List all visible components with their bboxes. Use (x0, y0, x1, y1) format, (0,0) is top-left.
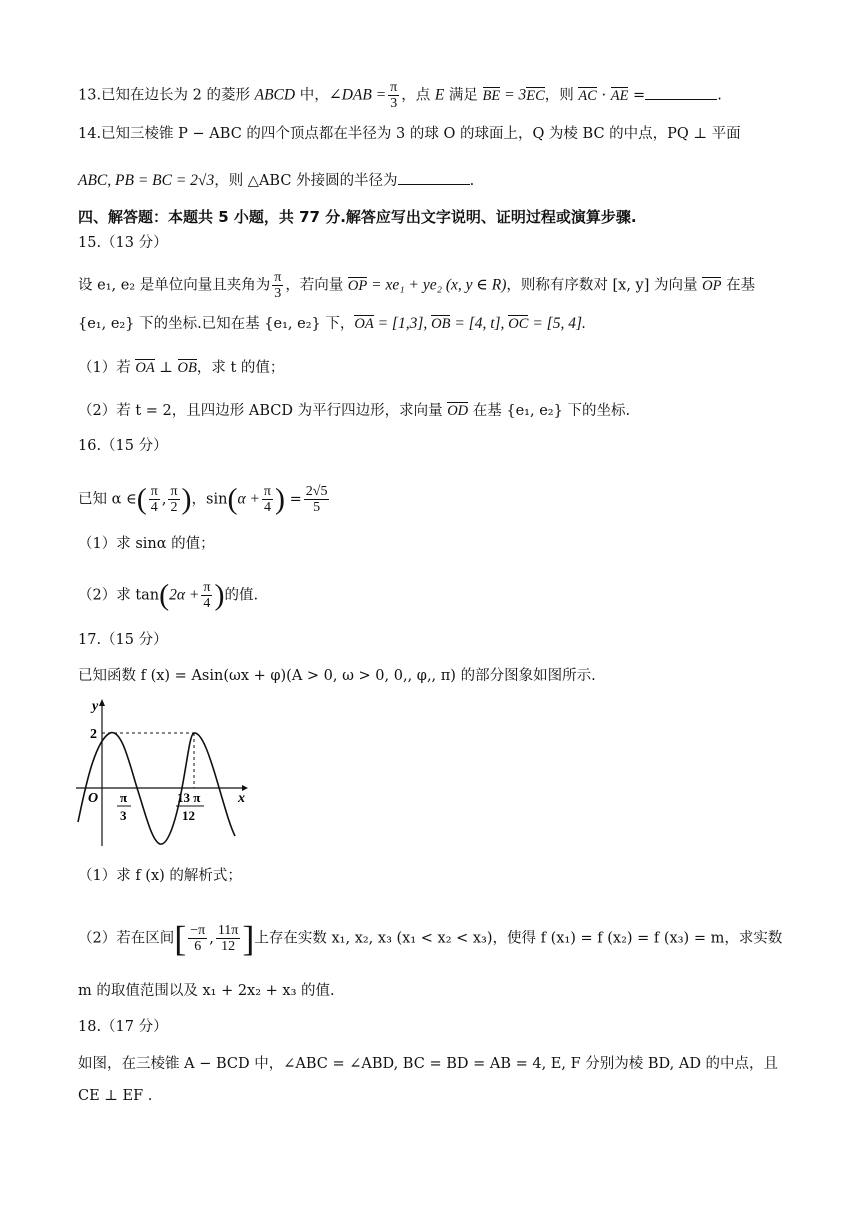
q13-text: 13.已知在边长为 2 的菱形 (78, 87, 255, 104)
q13-text-2: 中， (295, 87, 329, 104)
question-15-part-2 (78, 401, 630, 421)
question-16-given (78, 484, 331, 515)
q15-p1-ask: ，求 t 的值； (196, 360, 285, 376)
question-17-head: 17.（15 分） (78, 632, 168, 648)
q15-vector-oa: OA (354, 316, 374, 332)
q13-vector-ac: AC (578, 87, 597, 104)
q16-p2-text: （2）求 tan (78, 587, 160, 604)
section-4-title: 四、解答题：本题共 5 小题，共 77 分.解答应写出文字说明、证明过程或演算步骤. (78, 208, 637, 226)
q16-p2-inner: 2α + (169, 586, 200, 604)
q15-p1-text: （1）若 (78, 360, 136, 376)
q16-f5-num: π (203, 580, 211, 595)
q13-vector-ae: AE (610, 87, 629, 104)
q13-vector-ec: EC (526, 87, 545, 104)
q15-vector-oc: OC (508, 316, 529, 332)
question-15-head: 15.（13 分） (78, 235, 168, 251)
q16-frac-2 (168, 484, 179, 515)
question-17-part-2-cont: m 的取值范围以及 x₁ + 2x₂ + x₃ 的值. (78, 983, 335, 999)
q14-condition: ABC, PB = BC = 2√3 (78, 172, 215, 189)
q13-eqsign: = (628, 87, 646, 104)
q16-alpha-plus: α + (237, 490, 260, 508)
q16-frac-1 (149, 484, 160, 515)
y-axis-arrow (99, 699, 105, 706)
q15-text-2: ，若向量 (285, 277, 348, 294)
question-15-part-1 (78, 358, 284, 378)
question-17-part-2: （2）若在区间[ $\frac{-\pi}{6}$ , $\frac{11\pi}{12}$ ]上存在实数 x₁, x₂, x₃ (x₁ < x₂ < x₃)，使得 f (x₁) = f (x₂) = f (x₃) = m，求实数 (78, 918, 783, 959)
q13-text-4: 满足 (444, 87, 483, 104)
q13-vector-be: BE (482, 87, 501, 104)
q13-frac-num: π (390, 80, 398, 95)
question-17-part-1: （1）求 f (x) 的解析式； (78, 868, 242, 884)
q13-eq3: = 3 (500, 86, 527, 104)
q16-f2-num: π (170, 484, 178, 499)
q17-p2-text: （2）若在区间 (78, 930, 175, 947)
y-axis-label: y (92, 699, 99, 714)
q16-p2-paren-r: ) (214, 578, 225, 612)
q15-text-3: ，则称有序数对 [x, y] 为向量 (506, 277, 703, 294)
q15-text-1: 设 e₁, e₂ 是单位向量且夹角为 (78, 277, 271, 294)
q16-f5-den: 4 (203, 596, 211, 611)
q16-paren-2r: ) (275, 482, 285, 516)
q16-f4-den: 5 (313, 500, 321, 515)
q17-i2-num: 11π (217, 923, 239, 938)
q13-frac-den: 3 (390, 96, 398, 111)
q15-fraction (272, 270, 283, 301)
question-18-line-1: 如图，在三棱锥 A − BCD 中，∠ABC = ∠ABD, BC = BD = AB = 4, E, F 分别为棱 BD, AD 的中点，且 (78, 1056, 779, 1072)
q13-point-e: E (434, 86, 445, 104)
question-17-given: 已知函数 f (x) = Asin(ωx + φ)(A > 0, ω > 0, 0,, φ,, π) 的部分图象如图所示. (78, 668, 596, 684)
q15-basis-text: {e₁, e₂} 下的坐标.已知在基 {e₁, e₂} 下， (78, 316, 355, 332)
x-axis-label: x (238, 791, 245, 806)
x-tick-1-num: π (120, 790, 128, 805)
q14-end: . (469, 173, 475, 189)
q16-paren-2l: ( (227, 482, 238, 516)
q16-frac-5 (201, 580, 212, 611)
q17-interval-left (188, 923, 207, 954)
q16-p2-end: 的值. (224, 587, 259, 604)
q15-vector-ob: OB (431, 316, 451, 332)
q16-given-a: 已知 α ∈ (78, 491, 137, 508)
x-tick-2-den: 12 (182, 808, 195, 823)
q14-answer-blank[interactable] (398, 170, 470, 185)
q13-fraction (388, 80, 399, 111)
q13-answer-blank[interactable] (645, 85, 717, 100)
q17-i1-num: −π (190, 923, 206, 938)
q15-oc-value: = [5, 4]. (528, 315, 586, 332)
question-15-line-1 (78, 270, 755, 301)
q16-given-b: ，sin (191, 491, 228, 508)
q16-f1-num: π (150, 484, 158, 499)
q13-text-5: ，则 (544, 87, 579, 104)
q15-p2-vector-od: OD (447, 403, 469, 419)
q16-f3-den: 4 (263, 500, 271, 515)
origin-label: O (88, 791, 99, 806)
q15-text-4: 在基 (721, 277, 756, 294)
question-16-head: 16.（15 分） (78, 438, 168, 454)
question-13 (78, 80, 722, 111)
question-14-line-2 (78, 170, 474, 191)
q17-p2-condition: 上存在实数 x₁, x₂, x₃ (x₁ < x₂ < x₃)，使得 f (x₁) = f (x₂) = f (x₃) = m，求实数 (254, 930, 783, 947)
q15-p1-vector-oa: OA (135, 360, 155, 376)
q13-abcd: ABCD (254, 86, 296, 104)
q15-oa-value: = [1,3], (373, 315, 432, 332)
q15-vector-op: OP (347, 277, 368, 294)
q15-frac-num: π (274, 270, 282, 285)
q13-end: . (717, 87, 722, 104)
question-18-line-2: CE ⊥ EF . (78, 1088, 153, 1104)
q15-frac-den: 3 (274, 286, 282, 301)
q15-vector-op-2: OP (702, 277, 722, 294)
q15-ob-value: = [4, t], (450, 315, 509, 332)
q15-p2-ask: 在基 {e₁, e₂} 下的坐标. (468, 403, 631, 419)
q16-frac-4 (304, 484, 330, 515)
q16-comma: , (161, 491, 167, 508)
q16-p2-paren-l: ( (159, 578, 170, 612)
question-18-head: 18.（17 分） (78, 1019, 168, 1035)
q16-f3-num: π (263, 484, 271, 499)
question-16-part-1: （1）求 sinα 的值； (78, 536, 215, 552)
q13-dot: · (596, 87, 611, 104)
q17-right-bracket: ] (242, 918, 255, 959)
q13-text-3: ，点 (401, 87, 435, 104)
q17-left-bracket: [ (174, 918, 187, 959)
q15-p1-vector-ob: OB (177, 360, 197, 376)
q14-ask: ，则 △ABC 外接圆的半径为 (214, 173, 398, 189)
q13-angle: ∠DAB = (328, 86, 387, 104)
q16-f2-den: 2 (170, 500, 178, 515)
q17-interval-right (216, 923, 241, 954)
q16-eq: = (285, 491, 302, 508)
question-14-line-1: 14.已知三棱锥 P − ABC 的四个顶点都在半径为 3 的球 O 的球面上，Q 为棱 BC 的中点，PQ ⊥ 平面 (78, 126, 741, 142)
q17-sine-graph (70, 696, 250, 854)
question-16-part-2 (78, 580, 258, 611)
q16-f1-den: 4 (150, 500, 158, 515)
q17-i2-den: 12 (221, 939, 236, 954)
q16-left-paren: ( (136, 482, 147, 516)
q16-right-paren: ) (181, 482, 192, 516)
x-tick-1-den: 3 (120, 808, 127, 823)
q16-frac-3 (262, 484, 273, 515)
y-tick-2: 2 (90, 727, 97, 742)
q15-expression: = xe₁ + ye₂ (x, y ∈ R) (367, 276, 507, 294)
x-tick-2-num: 13 π (177, 790, 201, 805)
q16-f4-num: 2√5 (305, 484, 328, 499)
question-15-line-2 (78, 314, 586, 334)
q17-i1-den: 6 (194, 939, 202, 954)
q15-p1-perp: ⊥ (154, 360, 178, 376)
q15-p2-text: （2）若 t = 2，且四边形 ABCD 为平行四边形，求向量 (78, 403, 448, 419)
